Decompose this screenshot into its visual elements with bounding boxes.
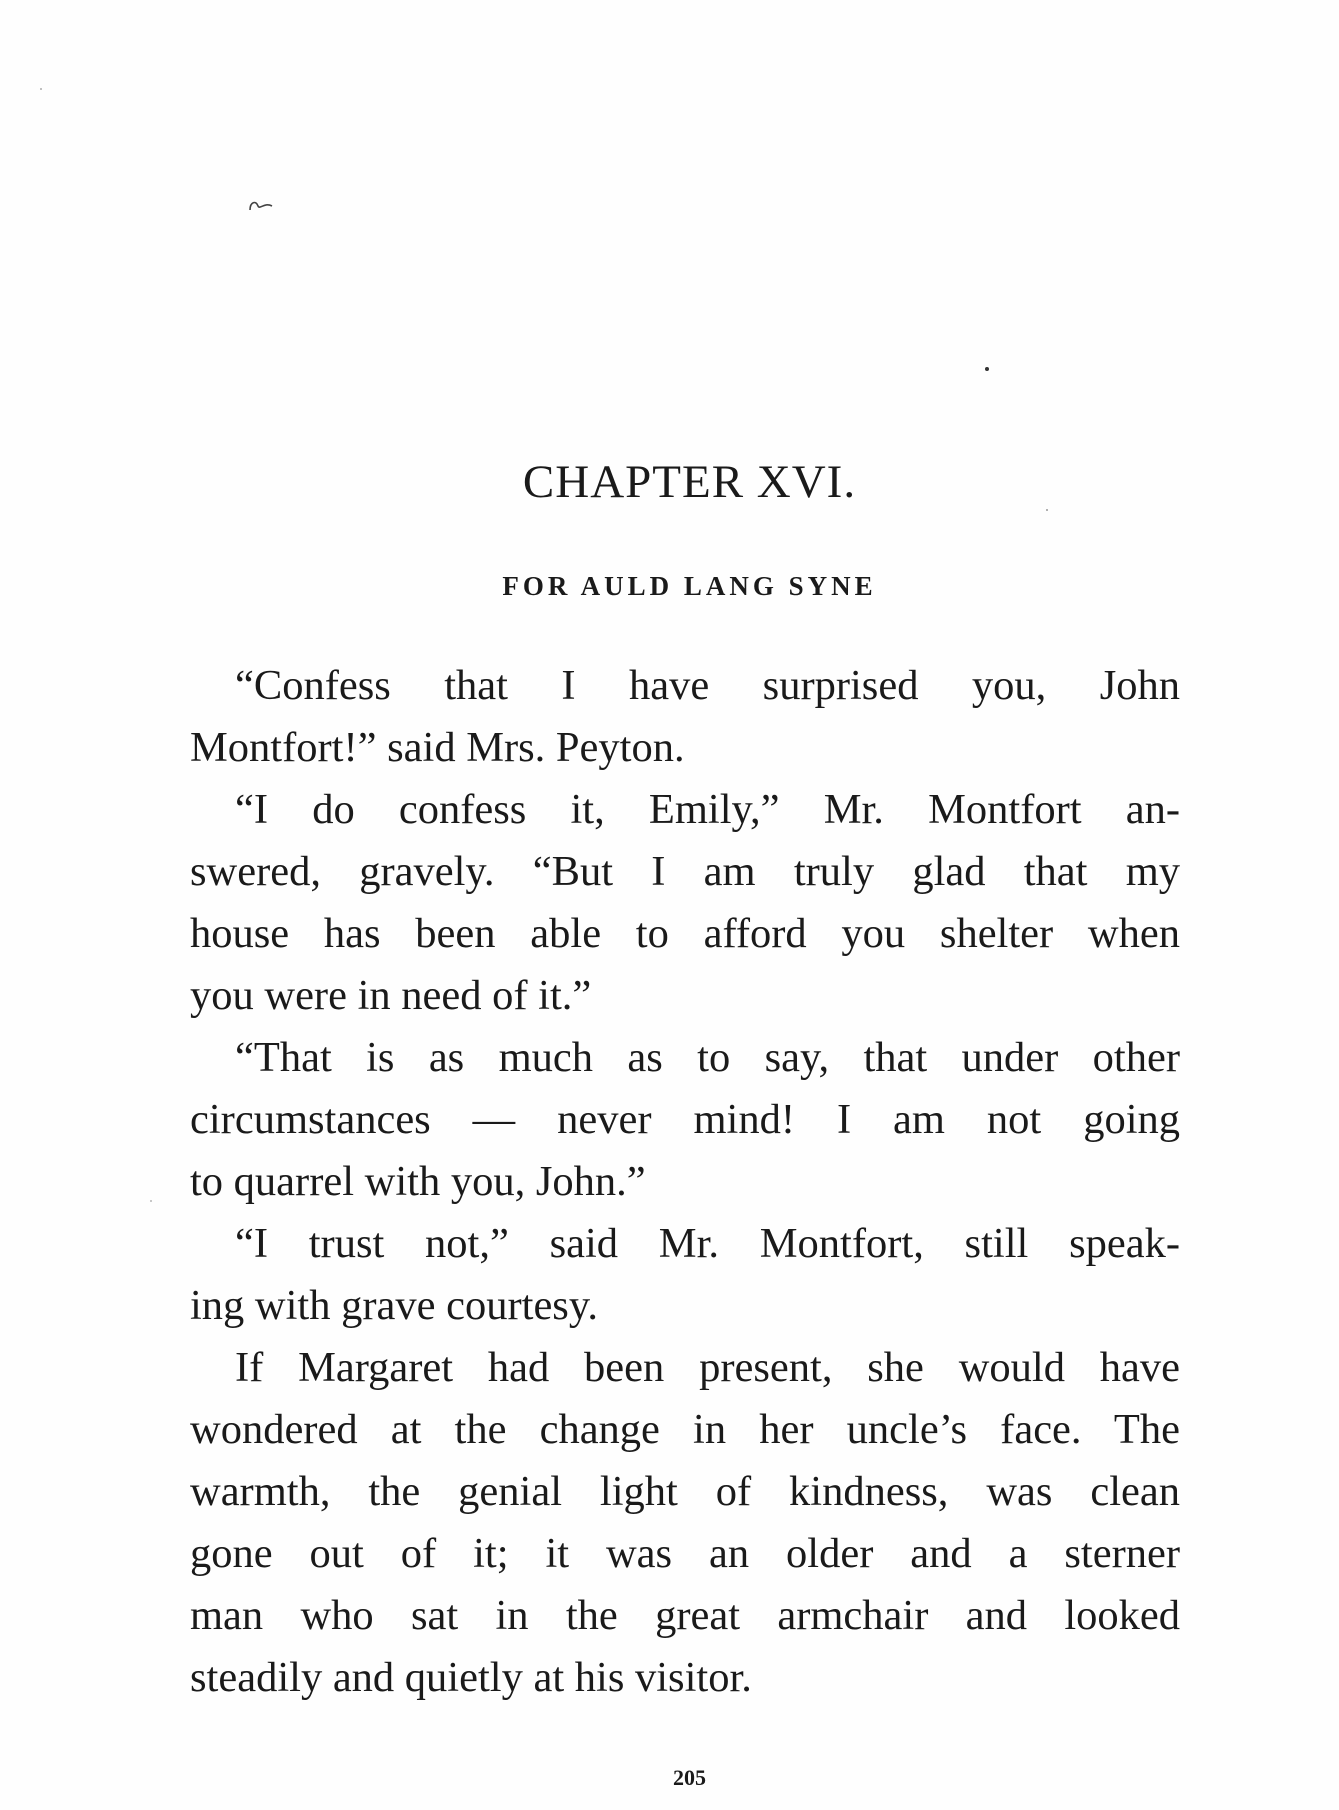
page-number: 205 <box>673 1765 706 1790</box>
chapter-subtitle: FOR AULD LANG SYNE <box>502 571 877 601</box>
text-line: “Confess that I have surprised you, John <box>235 662 1180 709</box>
text-line: “I do confess it, Emily,” Mr. Montfort an- <box>235 786 1180 833</box>
text-line: wondered at the change in her uncle’s face. The <box>190 1406 1180 1453</box>
text-line: “That is as much as to say, that under other <box>235 1034 1180 1081</box>
ink-speck <box>985 367 989 371</box>
text-line: steadily and quietly at his visitor. <box>190 1654 752 1701</box>
text-line: ing with grave courtesy. <box>190 1282 598 1329</box>
text-line: “I trust not,” said Mr. Montfort, still speak- <box>235 1220 1180 1267</box>
text-line: swered, gravely. “But I am truly glad that my <box>190 848 1180 895</box>
ink-speck <box>1046 509 1048 511</box>
chapter-title: CHAPTER XVI. <box>522 456 857 508</box>
ink-speck <box>150 1200 152 1202</box>
text-line: house has been able to afford you shelter when <box>190 910 1180 957</box>
text-line: circumstances — never mind! I am not going <box>190 1096 1180 1143</box>
pencil-mark <box>248 198 274 212</box>
text-line: to quarrel with you, John.” <box>190 1158 646 1205</box>
text-line: Montfort!” said Mrs. Peyton. <box>190 724 685 771</box>
ink-speck <box>40 88 42 90</box>
text-line: warmth, the genial light of kindness, was clean <box>190 1468 1180 1515</box>
chapter-body <box>190 655 1180 1709</box>
text-line: If Margaret had been present, she would have <box>235 1344 1180 1391</box>
text-line: you were in need of it.” <box>190 972 592 1019</box>
text-line: gone out of it; it was an older and a sterner <box>190 1530 1180 1577</box>
text-line: man who sat in the great armchair and looked <box>190 1592 1180 1639</box>
